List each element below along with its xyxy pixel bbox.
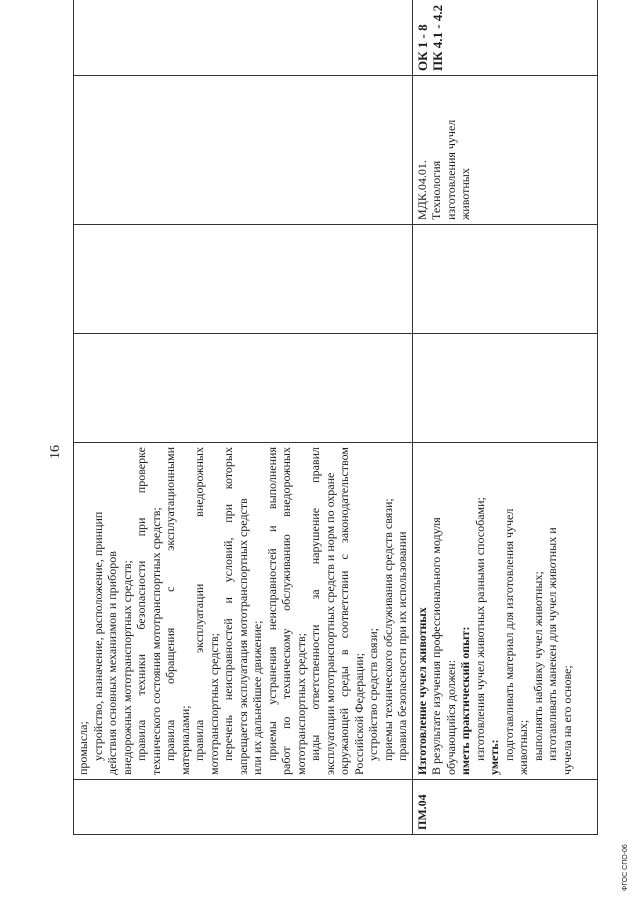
empty-cell xyxy=(412,225,597,334)
module-code-cell: ПМ.04 xyxy=(412,780,597,835)
requirement-line: изготовления чучел животных разными способами; xyxy=(472,497,487,761)
footer-label: ФГОС СПО-06 xyxy=(622,844,629,891)
requirement-line: приемы технического обслуживания средств связи; xyxy=(380,498,395,761)
mdk-cell xyxy=(412,76,597,225)
requirement-line: мототранспортных средств; xyxy=(293,633,308,775)
requirement-line: обучающийся должен: xyxy=(443,659,458,775)
requirement-line: приемы устранения неисправностей и выполнения xyxy=(264,447,279,761)
requirement-line: В результате изучения профессионального модуля xyxy=(429,517,443,775)
empty-cell xyxy=(74,76,413,225)
competency-cell xyxy=(412,0,597,76)
mdk-line: изготовления чучел xyxy=(443,119,458,220)
curriculum-table xyxy=(73,0,598,835)
requirement-heading: уметь: xyxy=(487,739,501,775)
requirement-line: виды ответственности за нарушение правил xyxy=(308,447,322,761)
requirement-line: устройство средств связи; xyxy=(366,628,380,761)
table-row xyxy=(74,0,413,835)
module-code-cell xyxy=(74,780,413,835)
requirement-line: устройство, назначение, расположение, принцип xyxy=(90,511,105,761)
requirement-line: животных; xyxy=(516,719,530,775)
requirement-line: эксплуатации мототранспортных средств и норм по охране xyxy=(322,472,337,775)
requirement-line: технического состояния мототранспортных средств; xyxy=(148,507,163,775)
requirements-cell xyxy=(74,443,413,780)
empty-cell xyxy=(74,225,413,334)
requirement-line: внедорожных мототранспортных средств; xyxy=(119,560,134,775)
requirement-line: запрещается эксплуатация мототранспортных средств xyxy=(235,498,250,775)
module-title: Изготовление чучел животных xyxy=(414,607,429,775)
requirement-line: или их дальнейшее движение; xyxy=(250,620,264,775)
requirement-line: правила техники безопасности при проверке xyxy=(134,447,148,761)
requirement-line: окружающей среды в соответствии с законодательством xyxy=(337,447,351,775)
mdk-line: животных xyxy=(458,168,472,220)
requirement-line: мототранспортных средств; xyxy=(206,633,221,775)
page-number: 16 xyxy=(48,445,63,459)
requirement-line: правила обращения с эксплуатационными xyxy=(163,447,177,761)
requirement-line: материалами; xyxy=(177,705,192,775)
empty-cell xyxy=(74,334,413,443)
requirement-line: Российской Федерации; xyxy=(351,652,366,775)
requirements-cell xyxy=(412,443,597,780)
requirement-line: промысла; xyxy=(76,721,90,775)
competency-line: ПК 4.1 - 4.2 xyxy=(429,4,445,71)
requirement-line: правила эксплуатации внедорожных xyxy=(192,447,206,761)
requirement-line: действия основных механизмов и приборов xyxy=(105,551,119,775)
requirement-line: выполнять набивку чучел животных; xyxy=(530,571,545,761)
competency-line: ОК 1 - 8 xyxy=(414,24,430,71)
requirement-line: подготавливать материал для изготовления чучел xyxy=(501,508,516,761)
empty-cell xyxy=(412,334,597,443)
mdk-line: Технология xyxy=(429,160,443,220)
mdk-line: МДК.04.01. xyxy=(414,160,429,220)
competency-cell xyxy=(74,0,413,76)
requirement-line: работ по техническому обслуживанию внедорожных xyxy=(279,447,293,775)
requirement-line: перечень неисправностей и условий, при которых xyxy=(221,447,235,761)
requirement-heading: иметь практический опыт: xyxy=(458,626,472,775)
table-row xyxy=(412,0,597,835)
requirement-line: чучела на его основе; xyxy=(559,665,574,775)
requirement-line: правила безопасности при их использовании xyxy=(395,531,409,761)
requirement-line: изготавливать манекен для чучел животных и xyxy=(545,527,559,761)
